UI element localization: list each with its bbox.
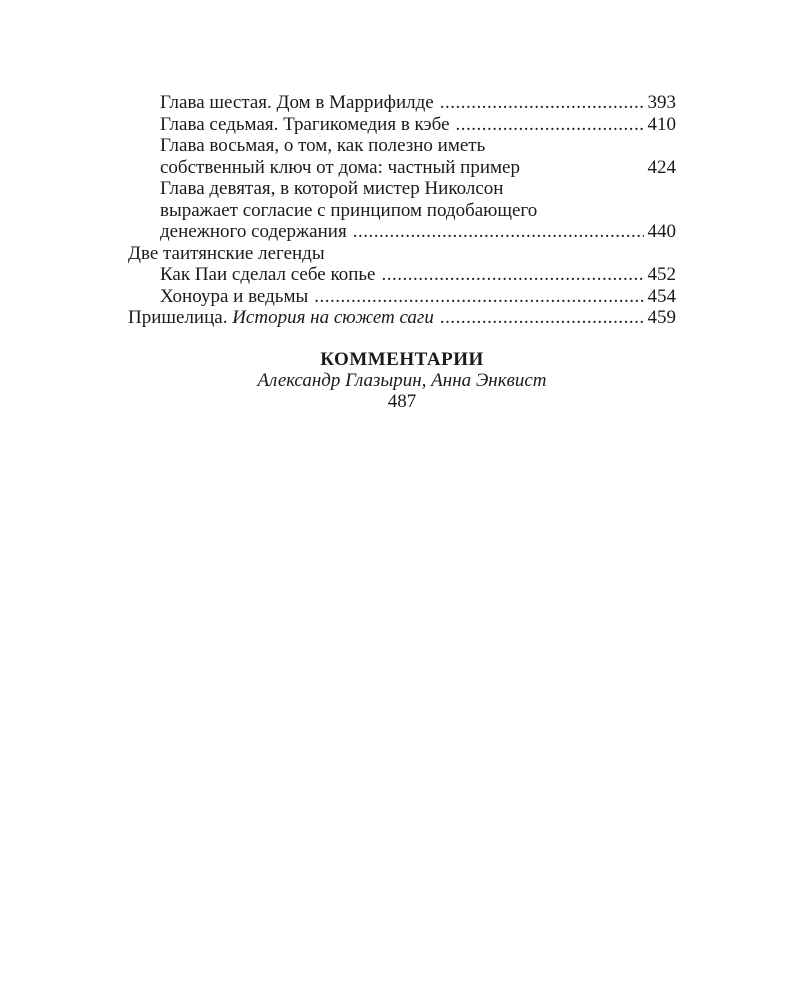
toc-entry-title-line: Глава девятая, в которой мистер Николсон [160, 178, 504, 199]
toc-entry-newcomer[interactable] [128, 307, 676, 329]
comments-page: 487 [387, 390, 417, 412]
comments-section[interactable] [128, 349, 676, 412]
comments-title: КОММЕНТАРИИ [320, 348, 484, 370]
toc-entry-title [128, 307, 434, 329]
toc-entry-page: 424 [647, 156, 676, 178]
toc-leader-dots [314, 286, 643, 308]
toc-section-tahitian-legends[interactable] [128, 243, 676, 265]
toc-entry-title: Глава шестая. Дом в Маррифилде [160, 92, 434, 113]
toc-entry-pai-spear[interactable] [128, 264, 676, 286]
toc-entry-title-line: собственный ключ от дома: частный пример [160, 156, 520, 178]
toc-leader-dots [440, 92, 644, 114]
toc-entry-page: 452 [647, 264, 676, 285]
toc-leader-dots [456, 114, 644, 136]
toc-entry-title: Глава седьмая. Трагикомедия в кэбе [160, 113, 450, 135]
toc-entry-last-line [160, 221, 676, 243]
toc-entry-subtitle: История на сюжет саги [232, 307, 434, 328]
toc-leader-dots [353, 221, 644, 243]
toc-entry-chapter-8[interactable] [128, 135, 676, 178]
toc-entry-title: Как Паи сделал себе копье [160, 264, 376, 285]
toc-list [128, 92, 676, 329]
toc-section-title: Две таитянские легенды [128, 242, 325, 264]
toc-entry-last-line [160, 157, 676, 179]
table-of-contents-page [128, 92, 676, 412]
toc-entry-title: Хоноура и ведьмы [160, 285, 309, 307]
toc-entry-page: 459 [647, 307, 676, 328]
toc-entry-title-line: Глава восьмая, о том, как полезно иметь [160, 135, 486, 156]
toc-entry-page: 393 [647, 92, 676, 113]
toc-entry-chapter-7[interactable] [128, 114, 676, 136]
comments-authors: Александр Глазырин, Анна Энквист [257, 369, 547, 391]
toc-entry-chapter-6[interactable] [128, 92, 676, 114]
toc-entry-page: 440 [647, 221, 676, 242]
toc-entry-title-line: денежного содержания [160, 221, 347, 242]
toc-entry-chapter-9[interactable] [128, 178, 676, 243]
toc-entry-honoura-witches[interactable] [128, 286, 676, 308]
toc-entry-page: 454 [647, 285, 676, 307]
toc-entry-page: 410 [647, 113, 676, 135]
toc-entry-title-line: выражает согласие с принципом подобающего [160, 199, 538, 221]
toc-leader-dots [382, 264, 644, 286]
toc-leader-dots [440, 307, 644, 329]
toc-entry-title-main: Пришелица. [128, 307, 228, 328]
